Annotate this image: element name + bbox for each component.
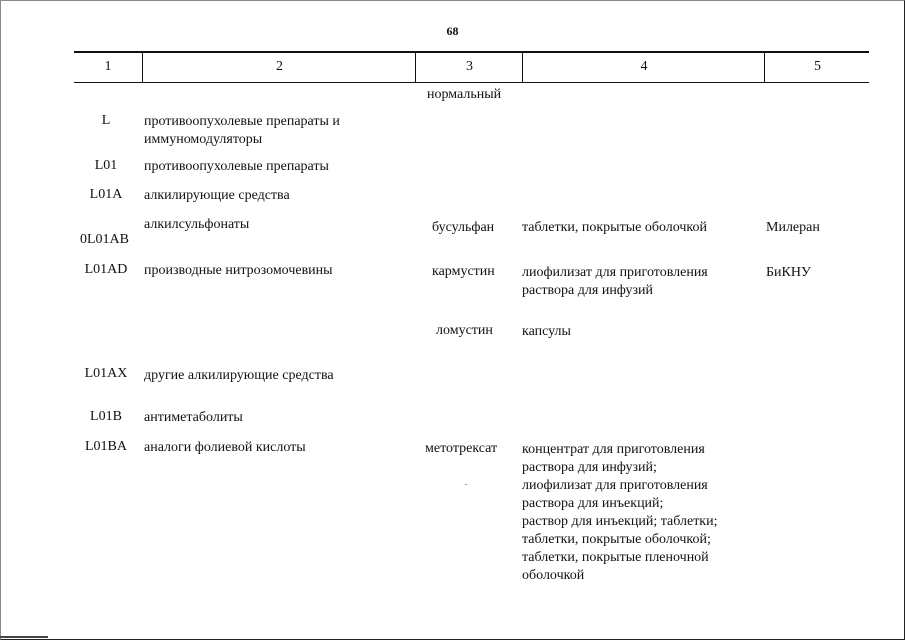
row-3-code: L01A bbox=[89, 187, 123, 202]
row-9-inn: метотрексат bbox=[425, 441, 498, 456]
header-col-1: 1 bbox=[104, 59, 112, 74]
scan-speck bbox=[465, 484, 467, 485]
row-5-inn: кармустин bbox=[432, 264, 495, 279]
row-3-group: алкилирующие средства bbox=[144, 188, 290, 203]
row-4-group: алкилсульфонаты bbox=[144, 217, 250, 232]
row-7-code: L01AX bbox=[84, 366, 128, 381]
row-9-group: аналоги фолиевой кислоты bbox=[144, 440, 306, 455]
row-1-group: противоопухолевые препараты и иммуномодуляторы bbox=[144, 114, 340, 147]
row-7-group: другие алкилирующие средства bbox=[144, 368, 334, 383]
row-9-form: концентрат для приготовления раствора для инфузий; лиофилизат для приготовления раствора для инъекций; раствор для инъекций; таблетки; таблетки, покрытые оболочкой; таблетки, покрытые пленочной оболочкой bbox=[522, 442, 718, 583]
header-col-2: 2 bbox=[142, 53, 416, 82]
page-number: 68 bbox=[446, 24, 459, 38]
row-5-trade: БиКНУ bbox=[766, 265, 811, 280]
row-4-form: таблетки, покрытые оболочкой bbox=[522, 220, 708, 235]
row-9-code: L01BA bbox=[85, 439, 127, 454]
table-header-row bbox=[74, 51, 869, 83]
row-4-inn: бусульфан bbox=[432, 220, 495, 235]
row-4-code: 0L01AB bbox=[80, 232, 129, 247]
header-col-4: 4 bbox=[522, 53, 765, 82]
row-2-group: противоопухолевые препараты bbox=[144, 159, 329, 174]
row-8-group: антиметаболиты bbox=[144, 410, 243, 425]
row-5-form: лиофилизат для приготовления раствора для инфузий bbox=[522, 265, 708, 298]
row-5-code: L01AD bbox=[84, 262, 128, 277]
row-5-group: производные нитрозомочевины bbox=[144, 263, 333, 278]
scan-edge-mark bbox=[0, 636, 48, 638]
row-6-inn: ломустин bbox=[436, 323, 493, 338]
header-col-5: 5 bbox=[764, 53, 870, 82]
header-col-3: 3 bbox=[415, 53, 523, 82]
row-4-trade: Милеран bbox=[766, 220, 820, 235]
row-8-code: L01B bbox=[90, 409, 122, 424]
row-1-code: L bbox=[101, 113, 111, 128]
row-2-code: L01 bbox=[94, 158, 118, 173]
row-6-form: капсулы bbox=[522, 324, 571, 339]
row-0-inn: нормальный bbox=[427, 87, 502, 102]
